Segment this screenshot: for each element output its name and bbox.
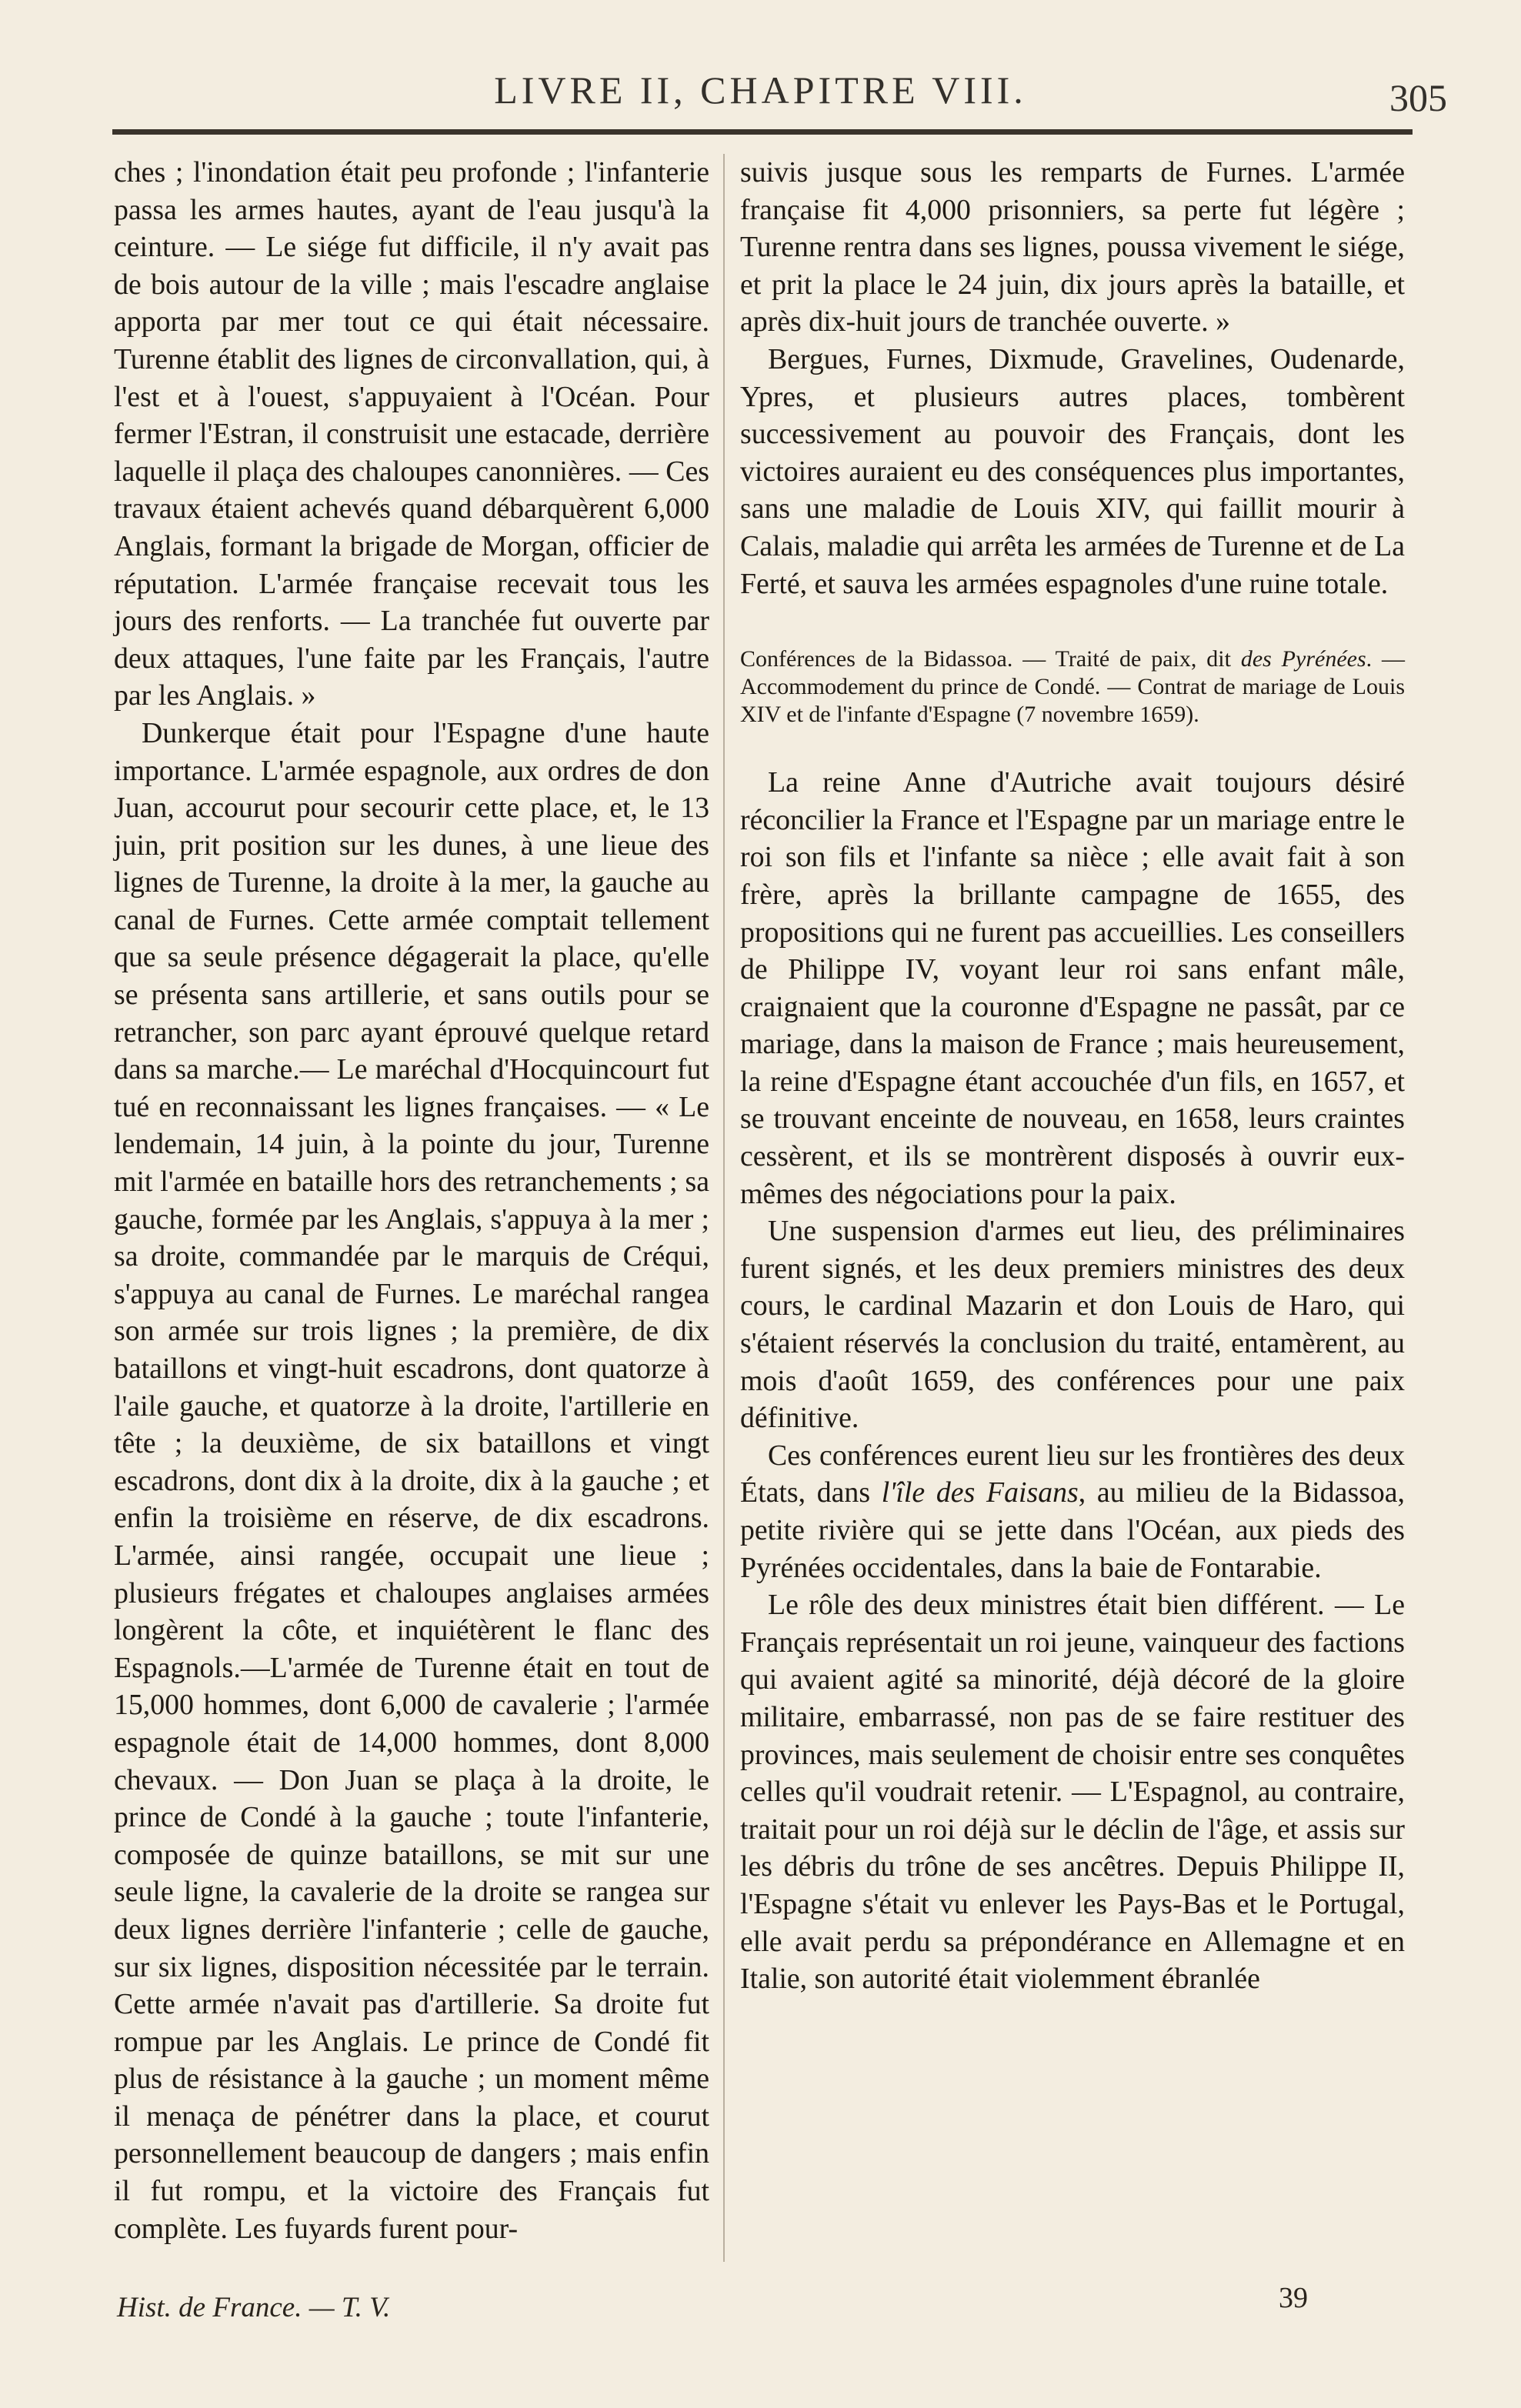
running-title: LIVRE II, CHAPITRE VIII.	[494, 68, 1027, 112]
paragraph: La reine Anne d'Autriche avait toujours désiré réconcilier la France et l'Espagne par un mariage entre le roi son fils et l'infante sa nièce ; elle avait fait à son frère, après la brillante campagne de 1655, des propositions qui ne furent pas accueillies. Les conseillers de Philippe IV, voyant leur roi sans enfant mâle, craignaient que la couronne d'Espagne ne passât, par ce mariage, dans la maison de France ; mais heureusement, la reine d'Espagne étant accouchée d'un fils, en 1657, et se trouvant enceinte de nouveau, en 1658, leurs craintes cessèrent, et ils se montrèrent disposés à ouvrir eux-mêmes des négociations pour la paix.	[740, 766, 1405, 1210]
right-column	[740, 154, 1405, 2277]
paragraph: ches ; l'inondation était peu profonde ; l'infanterie passa les armes hautes, ayant de l'eau jusqu'à la ceinture. — Le siége fut difficile, il n'y avait pas de bois autour de la ville ; mais l'escadre anglaise apporta par mer tout ce qui était nécessaire. Turenne établit des lignes de circonvallation, qui, à l'est et à l'ouest, s'appuyaient à l'Océan. Pour fermer l'Estran, il construisit une estacade, derrière laquelle il plaça des chaloupes canonnières. — Ces travaux étaient achevés quand débarquèrent 6,000 Anglais, formant la brigade de Morgan, officier de réputation. L'armée française recevait tous les jours des renforts. — La tranchée fut ouverte par deux attaques, l'une faite par les Français, l'autre par les Anglais. »	[114, 156, 709, 712]
summary-text: . — Accommodement du prince de Condé. — Contrat de mariage de Louis XIV et de l'infante d'Espagne (7 novembre 1659).	[740, 646, 1406, 728]
column-divider	[723, 154, 725, 2262]
paragraph: Dunkerque était pour l'Espagne d'une haute importance. L'armée espagnole, aux ordres de don Juan, accourut pour secourir cette place, et, le 13 juin, prit position sur les dunes, à une lieue des lignes de Turenne, la droite à la mer, la gauche au canal de Furnes. Cette armée comptait tellement que sa seule présence dégagerait la place, qu'elle se présenta sans artillerie, et sans outils pour se retrancher, son parc ayant éprouvé quelque retard dans sa marche.— Le maréchal d'Hocquincourt fut tué en reconnaissant les lignes françaises. — « Le lendemain, 14 juin, à la pointe du jour, Turenne mit l'armée en bataille hors des retranchements ; sa gauche, formée par les Anglais, s'appuya à la mer ; sa droite, commandée par le marquis de Créqui, s'appuya au canal de Furnes. Le maréchal rangea son armée sur trois lignes ; la première, de dix bataillons et vingt-huit escadrons, dont quatorze à l'aile gauche, et quatorze à la droite, l'artillerie en tête ; la deuxième, de six bataillons et vingt escadrons, dont dix à la droite, dix à la gauche ; et enfin la troisième en réserve, de dix escadrons. L'armée, ainsi rangée, occupait une lieue ; plusieurs frégates et chaloupes anglaises armées longèrent la côte, et inquiétèrent le flanc des Espagnols.—L'armée de Turenne était en tout de 15,000 hommes, dont 6,000 de cavalerie ; l'armée espagnole était de 14,000 hommes, dont 8,000 chevaux. — Don Juan se plaça à la droite, le prince de Condé à la gauche ; toute l'infanterie, composée de quinze bataillons, se mit sur une seule ligne, la cavalerie de la droite se rangea sur deux lignes derrière l'infanterie ; celle de gauche, sur six lignes, disposition nécessitée par le terrain. Cette armée n'avait pas d'artillerie. Sa droite fut rompue par les Anglais. Le prince de Condé fit plus de résistance à la gauche ; un moment même il menaça de pénétrer dans la place, et courut personnellement beaucoup de dangers ; mais enfin il fut rompu, et la victoire des Français fut complète. Les fuyards furent pour-	[114, 716, 709, 2245]
section-summary	[740, 645, 1405, 729]
page-header	[0, 68, 1521, 129]
paragraph	[740, 1437, 1405, 1586]
paragraph: suivis jusque sous les remparts de Furnes. L'armée française fit 4,000 prisonniers, sa perte fut légère ; Turenne rentra dans ses lignes, poussa vivement le siége, et prit la place le 24 juin, dix jours après la bataille, et après dix-huit jours de tranchée ouverte. »	[740, 156, 1405, 339]
header-rule	[112, 129, 1413, 135]
paragraph: Une suspension d'armes eut lieu, des préliminaires furent signés, et les deux premiers ministres des deux cours, le cardinal Mazarin et don Louis de Haro, qui s'étaient réservés la conclusion du traité, entamèrent, au mois d'août 1659, des conférences pour une paix définitive.	[740, 1215, 1405, 1435]
paragraph: Le rôle des deux ministres était bien différent. — Le Français représentait un roi jeune, vainqueur des factions qui avaient agité sa minorité, déjà décoré de la gloire militaire, embarrassé, non pas de se faire restituer des provinces, mais seulement de choisir entre ses conquêtes celles qu'il voudrait retenir. — L'Espagnol, au contraire, traitait pour un roi déjà sur le déclin de l'âge, et assis sur les débris du trône de ses ancêtres. Depuis Philippe II, l'Espagne s'était vu enlever les Pays-Bas et le Portugal, elle avait perdu sa prépondérance en Allemagne et en Italie, son autorité était violemment ébranlée	[740, 1589, 1405, 1996]
summary-italic: des Pyrénées	[1240, 646, 1366, 672]
book-reference: Hist. de France. — T. V.	[117, 2292, 391, 2323]
page-number: 305	[1389, 76, 1447, 119]
italic-place-name: l'île des Faisans	[881, 1476, 1079, 1509]
paragraph-text: , au milieu de la Bidassoa, petite rivière qui se jette dans l'Océan, aux pieds des Pyrénées occidentales, dans la baie de Fontarabie.	[740, 1476, 1406, 1584]
paragraph-text: Ces conférences eurent lieu sur les frontières des deux États, dans	[740, 1439, 1405, 1509]
signature-mark: 39	[1279, 2282, 1308, 2314]
summary-text: Conférences de la Bidassoa. — Traité de paix, dit	[740, 646, 1241, 672]
paragraph: Bergues, Furnes, Dixmude, Gravelines, Oudenarde, Ypres, et plusieurs autres places, tombèrent successivement au pouvoir des Français, dont les victoires auraient eu des conséquences plus importantes, sans une maladie de Louis XIV, qui faillit mourir à Calais, maladie qui arrêta les armées de Turenne et de La Ferté, et sauva les armées espagnoles d'une ruine totale.	[740, 342, 1405, 600]
left-column	[114, 154, 709, 2262]
